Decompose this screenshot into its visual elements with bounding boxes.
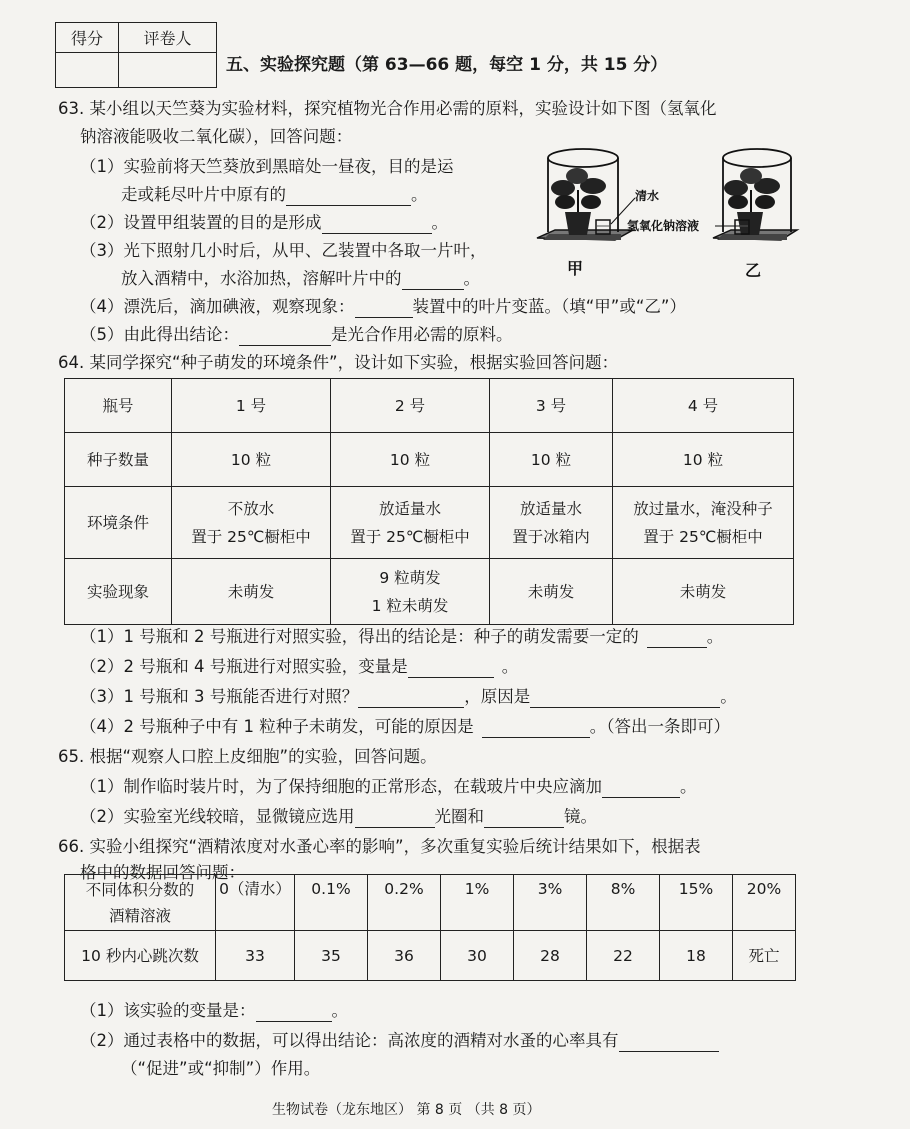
table-cell: 种子数量 bbox=[65, 433, 172, 487]
grader-label: 评卷人 bbox=[119, 23, 217, 53]
q63-p3-line2: 放入酒精中，水浴加热，溶解叶片中的 bbox=[121, 269, 402, 288]
q66-blank-1[interactable] bbox=[256, 1003, 332, 1022]
q63-experiment-figure bbox=[535, 140, 805, 285]
table-cell: 不同体积分数的 酒精溶液 bbox=[65, 875, 216, 931]
label-yi: 乙 bbox=[745, 261, 762, 280]
period: 。 bbox=[411, 185, 428, 204]
q64-stem: 64. 某同学探究“种子萌发的环境条件”，设计如下实验，根据实验回答问题： bbox=[58, 353, 619, 372]
q64-blank-5[interactable] bbox=[482, 719, 590, 738]
table-cell: 3% bbox=[514, 875, 587, 931]
table-cell: 15% bbox=[660, 875, 733, 931]
page-footer: 生物试卷（龙东地区） 第 8 页 （共 8 页） bbox=[272, 1102, 541, 1118]
q66-p1: （1）该实验的变量是： bbox=[80, 1001, 256, 1020]
table-cell: 环境条件 bbox=[65, 487, 172, 559]
q64-p3-a: （3）1 号瓶和 3 号瓶能否进行对照？ bbox=[80, 687, 359, 706]
table-cell: 0（清水） bbox=[216, 875, 295, 931]
q63-p1-line1: （1）实验前将天竺葵放到黑暗处一昼夜，目的是运 bbox=[80, 157, 454, 176]
q64-p4-a: （4）2 号瓶种子中有 1 粒种子未萌发，可能的原因是 bbox=[80, 717, 474, 736]
table-cell: 0.1% bbox=[295, 875, 368, 931]
q64-blank-2[interactable] bbox=[408, 659, 494, 678]
period: 。 bbox=[706, 627, 724, 646]
period: 。 bbox=[463, 269, 480, 288]
q63-blank-2[interactable] bbox=[322, 215, 432, 234]
q66-stem-line1: 66. 实验小组探究“酒精浓度对水蚤心率的影响”，多次重复实验后统计结果如下，根据表 bbox=[58, 837, 701, 856]
table-cell: 30 bbox=[441, 931, 514, 981]
table-cell: 1 号 bbox=[172, 379, 331, 433]
q63-p5-b: 是光合作用必需的原料。 bbox=[331, 325, 513, 344]
q65-p1: （1）制作临时装片时，为了保持细胞的正常形态，在载玻片中央应滴加 bbox=[80, 777, 602, 796]
grader-cell[interactable] bbox=[119, 53, 217, 88]
table-cell: 28 bbox=[514, 931, 587, 981]
q65-p2-c: 镜。 bbox=[564, 807, 597, 826]
apparatus-jia bbox=[537, 149, 633, 240]
table-cell: 3 号 bbox=[490, 379, 613, 433]
table-cell: 10 粒 bbox=[331, 433, 490, 487]
table-cell: 36 bbox=[368, 931, 441, 981]
table-cell: 8% bbox=[587, 875, 660, 931]
score-label: 得分 bbox=[56, 23, 119, 53]
table-row bbox=[65, 379, 794, 433]
table-row bbox=[65, 559, 794, 625]
label-jia: 甲 bbox=[567, 259, 584, 278]
table-cell: 未萌发 bbox=[172, 559, 331, 625]
period: 。 bbox=[720, 687, 737, 706]
table-cell: 死亡 bbox=[733, 931, 796, 981]
q64-blank-4[interactable] bbox=[530, 689, 720, 708]
table-cell: 放过量水，淹没种子 置于 25℃橱柜中 bbox=[613, 487, 794, 559]
q66-p2: （2）通过表格中的数据，可以得出结论：高浓度的酒精对水蚤的心率具有 bbox=[80, 1031, 619, 1050]
q63-p4-b: 装置中的叶片变蓝。（填“甲”或“乙”） bbox=[412, 297, 686, 316]
score-box bbox=[55, 22, 217, 88]
q63-p1-line2: 走或耗尽叶片中原有的 bbox=[121, 185, 286, 204]
q65-blank-2[interactable] bbox=[355, 809, 435, 828]
q66-table bbox=[64, 874, 796, 981]
table-cell: 33 bbox=[216, 931, 295, 981]
table-row bbox=[65, 487, 794, 559]
q63-blank-3[interactable] bbox=[402, 271, 464, 290]
table-cell: 1% bbox=[441, 875, 514, 931]
q63-blank-5[interactable] bbox=[239, 327, 331, 346]
q63-blank-4[interactable] bbox=[355, 299, 413, 318]
q63-p5-a: （5）由此得出结论： bbox=[80, 325, 239, 344]
q65-stem: 65. 根据“观察人口腔上皮细胞”的实验，回答问题。 bbox=[58, 747, 437, 766]
q66-p2-line2: （“促进”或“抑制”）作用。 bbox=[121, 1059, 321, 1078]
section-title: 五、实验探究题（第 63—66 题，每空 1 分，共 15 分） bbox=[226, 55, 668, 75]
table-cell: 35 bbox=[295, 931, 368, 981]
q65-p2-a: （2）实验室光线较暗，显微镜应选用 bbox=[80, 807, 355, 826]
table-cell: 瓶号 bbox=[65, 379, 172, 433]
q63-p4-a: （4）漂洗后，滴加碘液，观察现象： bbox=[80, 297, 355, 316]
label-naoh: 氢氧化钠溶液 bbox=[627, 219, 700, 233]
table-cell: 4 号 bbox=[613, 379, 794, 433]
table-cell: 18 bbox=[660, 931, 733, 981]
table-cell: 未萌发 bbox=[490, 559, 613, 625]
table-row bbox=[65, 875, 796, 931]
period: 。 bbox=[501, 657, 519, 676]
q63-stem-line1: 63. 某小组以天竺葵为实验材料，探究植物光合作用必需的原料，实验设计如下图（氢氧化 bbox=[58, 99, 717, 118]
table-cell: 放适量水 置于冰箱内 bbox=[490, 487, 613, 559]
q65-p2-b: 光圈和 bbox=[434, 807, 484, 826]
q66-blank-2[interactable] bbox=[619, 1033, 719, 1052]
table-cell: 10 粒 bbox=[172, 433, 331, 487]
q63-p2: （2）设置甲组装置的目的是形成 bbox=[80, 213, 322, 232]
q66-stem-line2: 格中的数据回答问题： bbox=[80, 863, 245, 882]
q63-p3-line1: （3）光下照射几小时后，从甲、乙装置中各取一片叶， bbox=[80, 241, 487, 260]
table-cell: 9 粒萌发 1 粒未萌发 bbox=[331, 559, 490, 625]
table-row bbox=[65, 433, 794, 487]
table-cell: 10 粒 bbox=[613, 433, 794, 487]
period: 。 bbox=[331, 1001, 348, 1020]
table-cell: 0.2% bbox=[368, 875, 441, 931]
table-cell: 22 bbox=[587, 931, 660, 981]
q64-p3-b: ，原因是 bbox=[464, 687, 531, 706]
table-cell: 20% bbox=[733, 875, 796, 931]
table-cell: 10 秒内心跳次数 bbox=[65, 931, 216, 981]
q64-p2: （2）2 号瓶和 4 号瓶进行对照实验，变量是 bbox=[80, 657, 408, 676]
q64-p4-b: 。（答出一条即可） bbox=[589, 717, 730, 736]
q64-table bbox=[64, 378, 794, 625]
period: 。 bbox=[680, 777, 697, 796]
q63-blank-1[interactable] bbox=[286, 187, 411, 206]
score-cell[interactable] bbox=[56, 53, 119, 88]
q65-blank-1[interactable] bbox=[602, 779, 680, 798]
period: 。 bbox=[431, 213, 448, 232]
q65-blank-3[interactable] bbox=[484, 809, 564, 828]
table-row bbox=[65, 931, 796, 981]
table-cell: 未萌发 bbox=[613, 559, 794, 625]
table-cell: 2 号 bbox=[331, 379, 490, 433]
table-cell: 放适量水 置于 25℃橱柜中 bbox=[331, 487, 490, 559]
q64-p1: （1）1 号瓶和 2 号瓶进行对照实验，得出的结论是：种子的萌发需要一定的 bbox=[80, 627, 639, 646]
q64-blank-1[interactable] bbox=[647, 629, 707, 648]
label-water: 清水 bbox=[635, 189, 660, 203]
table-cell: 不放水 置于 25℃橱柜中 bbox=[172, 487, 331, 559]
table-cell: 实验现象 bbox=[65, 559, 172, 625]
table-cell: 10 粒 bbox=[490, 433, 613, 487]
q63-stem-line2: 钠溶液能吸收二氧化碳），回答问题： bbox=[80, 127, 353, 146]
q64-blank-3[interactable] bbox=[358, 689, 464, 708]
